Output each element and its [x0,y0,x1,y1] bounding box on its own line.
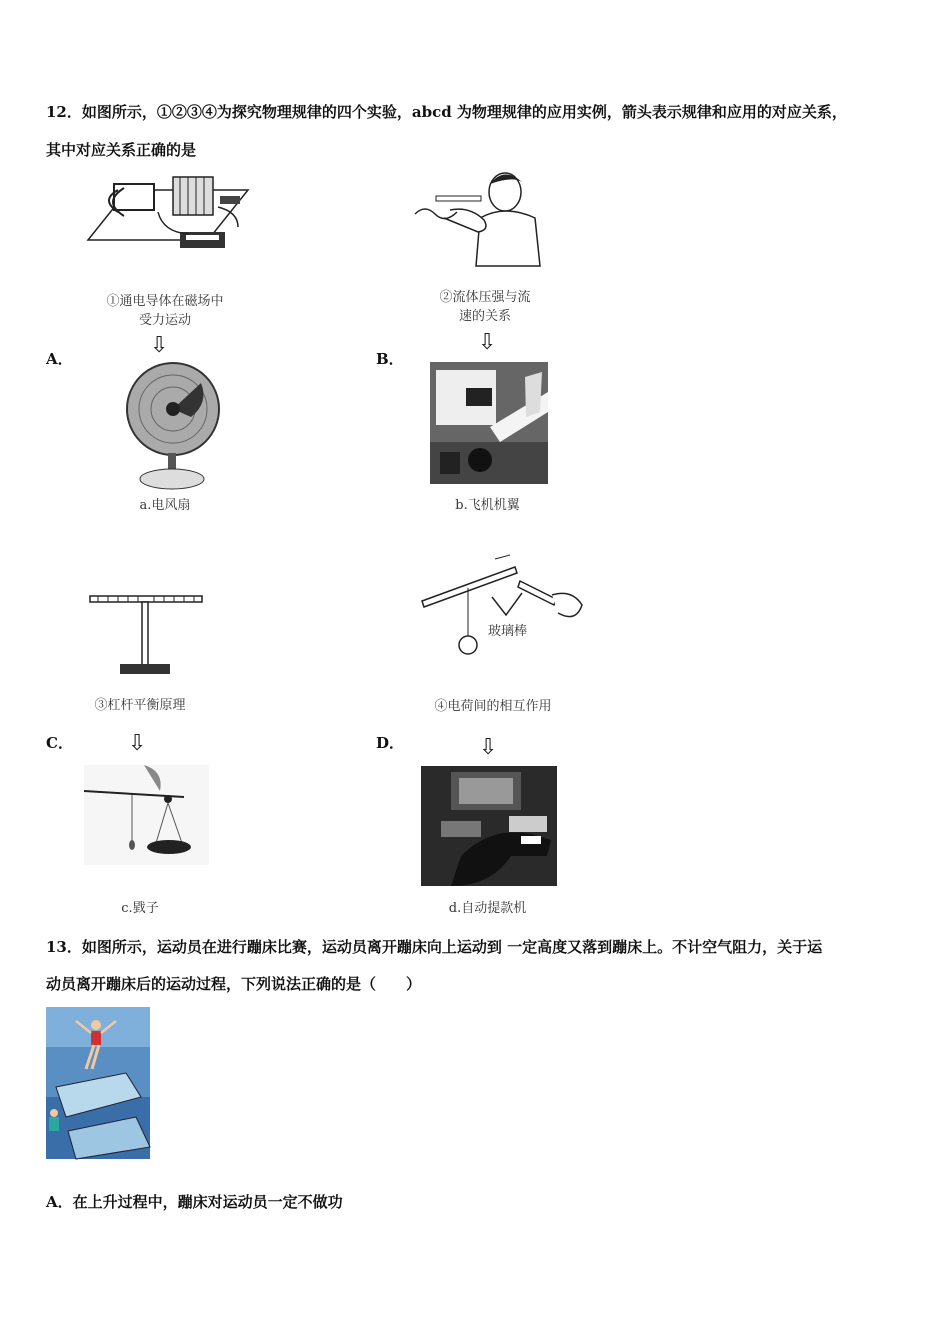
application-c-caption: c.戥子 [121,901,159,916]
option-d-label[interactable]: D． [376,734,405,752]
option-c-label[interactable]: C． [46,734,73,752]
application-b-caption: b.飞机机翼 [455,498,520,513]
electric-fan-image [118,365,233,490]
experiment-4-caption: ④电荷间的相互作用 [434,699,552,714]
application-a-caption: a.电风扇 [139,498,191,513]
experiment-2-caption-line1: ②流体压强与流 [439,290,531,305]
arrow-down-icon: ⇩ [478,330,497,355]
experiment-1-caption [80,292,250,330]
q13-stem-line1: 13．如图所示，运动员在进行蹦床比赛，运动员离开蹦床向上运动到 一定高度又落到蹦床上。不计空气阻力，关于运 [46,938,823,956]
experiment-2-caption [405,288,565,326]
option-b-label[interactable]: B． [376,350,404,368]
arrow-down-icon: ⇩ [128,731,147,756]
experiment-4-figure [420,555,590,660]
q12-stem-line1: 12．如图所示，①②③④为探究物理规律的四个实验，abcd 为物理规律的应用实例，箭头表示规律和应用的对应关系， [46,103,847,121]
experiment-3-caption: ③杠杆平衡原理 [94,698,186,713]
airplane-wing-image [430,362,548,484]
q13-option-a[interactable]: A．在上升过程中，蹦床对运动员一定不做功 [46,1193,343,1211]
experiment-3-figure [88,590,206,680]
application-d-caption: d.自动提款机 [448,901,527,916]
q13-stem-line2: 动员离开蹦床后的运动过程，下列说法正确的是（ ） [46,975,422,993]
experiment-2-caption-line2: 速的关系 [458,309,511,324]
experiment-1-figure [88,172,253,262]
steelyard-image [84,765,209,865]
trampoline-photo [46,1007,150,1159]
arrow-down-icon: ⇩ [150,333,169,358]
experiment-1-caption-line1: ①通电导体在磁场中 [106,294,224,309]
option-a-label[interactable]: A． [46,350,73,368]
glass-rod-label: 玻璃棒 [488,624,528,639]
atm-image [421,766,557,886]
arrow-down-icon: ⇩ [479,735,498,760]
experiment-2-figure [410,170,540,270]
experiment-1-caption-line2: 受力运动 [138,313,191,328]
q12-stem-line2: 其中对应关系正确的是 [46,141,197,159]
